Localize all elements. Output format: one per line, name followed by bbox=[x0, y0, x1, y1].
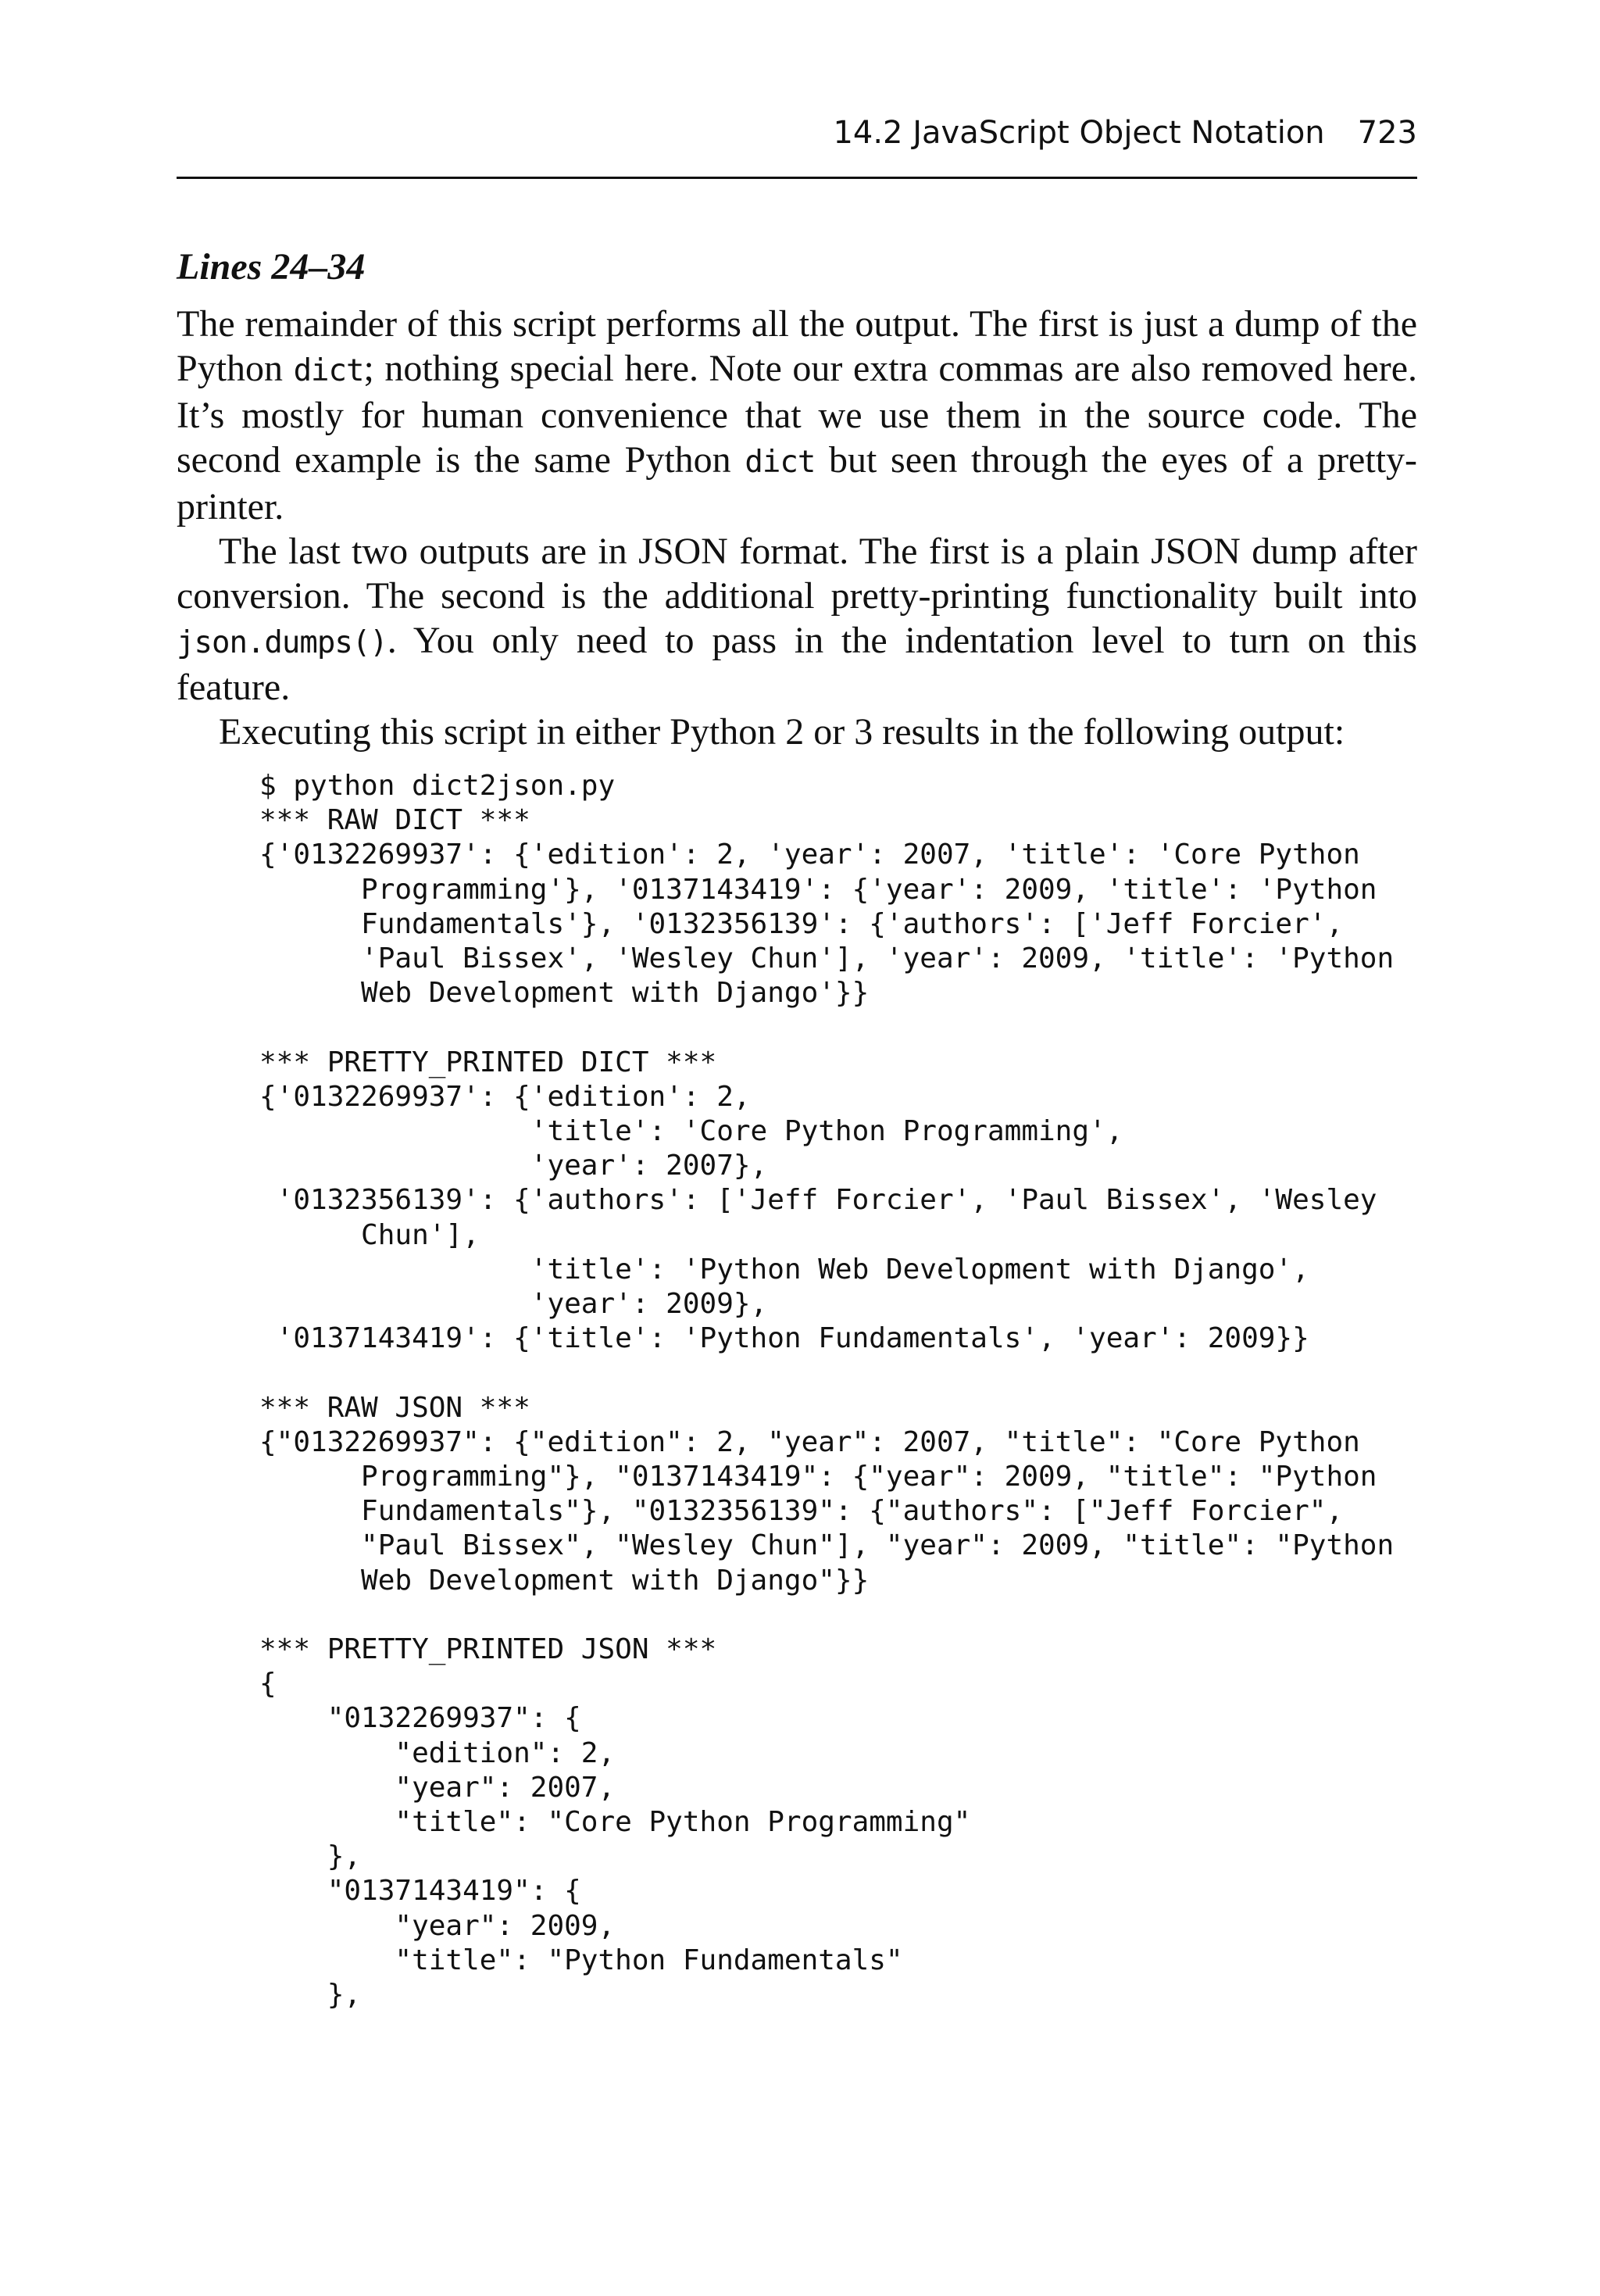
code-line: Fundamentals"}, "0132356139": {"authors": ["Jeff Forcier", bbox=[259, 1495, 1344, 1528]
running-header bbox=[833, 115, 1417, 151]
page-number: 723 bbox=[1357, 115, 1417, 151]
code-line: "0137143419": { bbox=[259, 1875, 581, 1908]
code-line: $ python dict2json.py bbox=[259, 770, 616, 802]
paragraph-1-text-a: The remainder of this script performs all the output. The first is just a dump of the Python bbox=[177, 303, 1417, 389]
code-line: {'0132269937': {'edition': 2, 'year': 2007, 'title': 'Core Python bbox=[259, 839, 1360, 871]
code-line: "title": "Python Fundamentals" bbox=[259, 1944, 903, 1976]
code-line: Web Development with Django'}} bbox=[259, 977, 870, 1010]
code-line: "edition": 2, bbox=[259, 1736, 616, 1769]
code-line: {"0132269937": {"edition": 2, "year": 2007, "title": "Core Python bbox=[259, 1425, 1360, 1458]
code-line bbox=[259, 1010, 1394, 1045]
section-heading: Lines 24–34 bbox=[177, 246, 366, 288]
code-line: 'title': 'Core Python Programming', bbox=[259, 1115, 1123, 1148]
paragraph-2 bbox=[177, 529, 1417, 710]
code-line: "Paul Bissex", "Wesley Chun"], "year": 2009, "title": "Python bbox=[259, 1529, 1395, 1562]
code-line: 'year': 2007}, bbox=[259, 1150, 768, 1182]
inline-code-json-dumps: json.dumps() bbox=[177, 625, 388, 660]
header-rule bbox=[177, 177, 1417, 179]
body-text bbox=[177, 302, 1417, 754]
code-line: }, bbox=[259, 1979, 362, 2012]
code-line: Programming'}, '0137143419': {'year': 2009, 'title': 'Python bbox=[259, 873, 1377, 906]
code-line: "0132269937": { bbox=[259, 1702, 581, 1735]
code-line: *** RAW JSON *** bbox=[259, 1391, 530, 1424]
inline-code-dict-2: dict bbox=[745, 445, 816, 480]
code-line: { bbox=[259, 1668, 277, 1701]
code-line bbox=[259, 1356, 1394, 1390]
code-line: '0137143419': {'title': 'Python Fundamentals', 'year': 2009}} bbox=[259, 1322, 1309, 1355]
paragraph-1 bbox=[177, 302, 1417, 529]
code-line: }, bbox=[259, 1840, 362, 1873]
code-line: Fundamentals'}, '0132356139': {'authors': ['Jeff Forcier', bbox=[259, 907, 1344, 940]
paragraph-3-text: Executing this script in either Python 2 or 3 results in the following output: bbox=[219, 711, 1345, 753]
code-line: *** PRETTY_PRINTED DICT *** bbox=[259, 1046, 717, 1078]
code-line: "year": 2009, bbox=[259, 1909, 616, 1942]
code-line: 'year': 2009}, bbox=[259, 1288, 768, 1321]
code-line: {'0132269937': {'edition': 2, bbox=[259, 1080, 751, 1113]
code-line: Programming"}, "0137143419": {"year": 2009, "title": "Python bbox=[259, 1461, 1377, 1493]
code-line bbox=[259, 1598, 1394, 1633]
code-line: '0132356139': {'authors': ['Jeff Forcier', 'Paul Bissex', 'Wesley bbox=[259, 1184, 1377, 1217]
code-line: *** RAW DICT *** bbox=[259, 804, 530, 837]
code-line: Chun'], bbox=[259, 1218, 480, 1251]
paragraph-1-text-c: but seen through the eyes of a pretty-printer. bbox=[177, 439, 1418, 528]
code-line: 'title': 'Python Web Development with Django', bbox=[259, 1253, 1309, 1286]
header-section-title: 14.2 JavaScript Object Notation bbox=[833, 115, 1325, 151]
code-line: *** PRETTY_PRINTED JSON *** bbox=[259, 1633, 717, 1666]
code-line: "title": "Core Python Programming" bbox=[259, 1806, 971, 1839]
code-line: "year": 2007, bbox=[259, 1771, 616, 1804]
code-line: Web Development with Django"}} bbox=[259, 1564, 870, 1597]
code-line: 'Paul Bissex', 'Wesley Chun'], 'year': 2009, 'title': 'Python bbox=[259, 942, 1395, 975]
code-output-listing bbox=[259, 769, 1394, 2012]
paragraph-2-text-b: . You only need to pass in the indentation level to turn on this feature. bbox=[177, 620, 1417, 708]
paragraph-1-text-b: ; nothing special here. Note our extra commas are also removed here. It’s mostly for human convenience that we use them in the source code. The second example is the same Python bbox=[177, 348, 1417, 481]
inline-code-dict: dict bbox=[293, 353, 364, 388]
paragraph-2-text-a: The last two outputs are in JSON format. The first is a plain JSON dump after conversion. The second is the additional pretty-printing functionality built into bbox=[177, 531, 1417, 617]
paragraph-3 bbox=[177, 710, 1417, 754]
